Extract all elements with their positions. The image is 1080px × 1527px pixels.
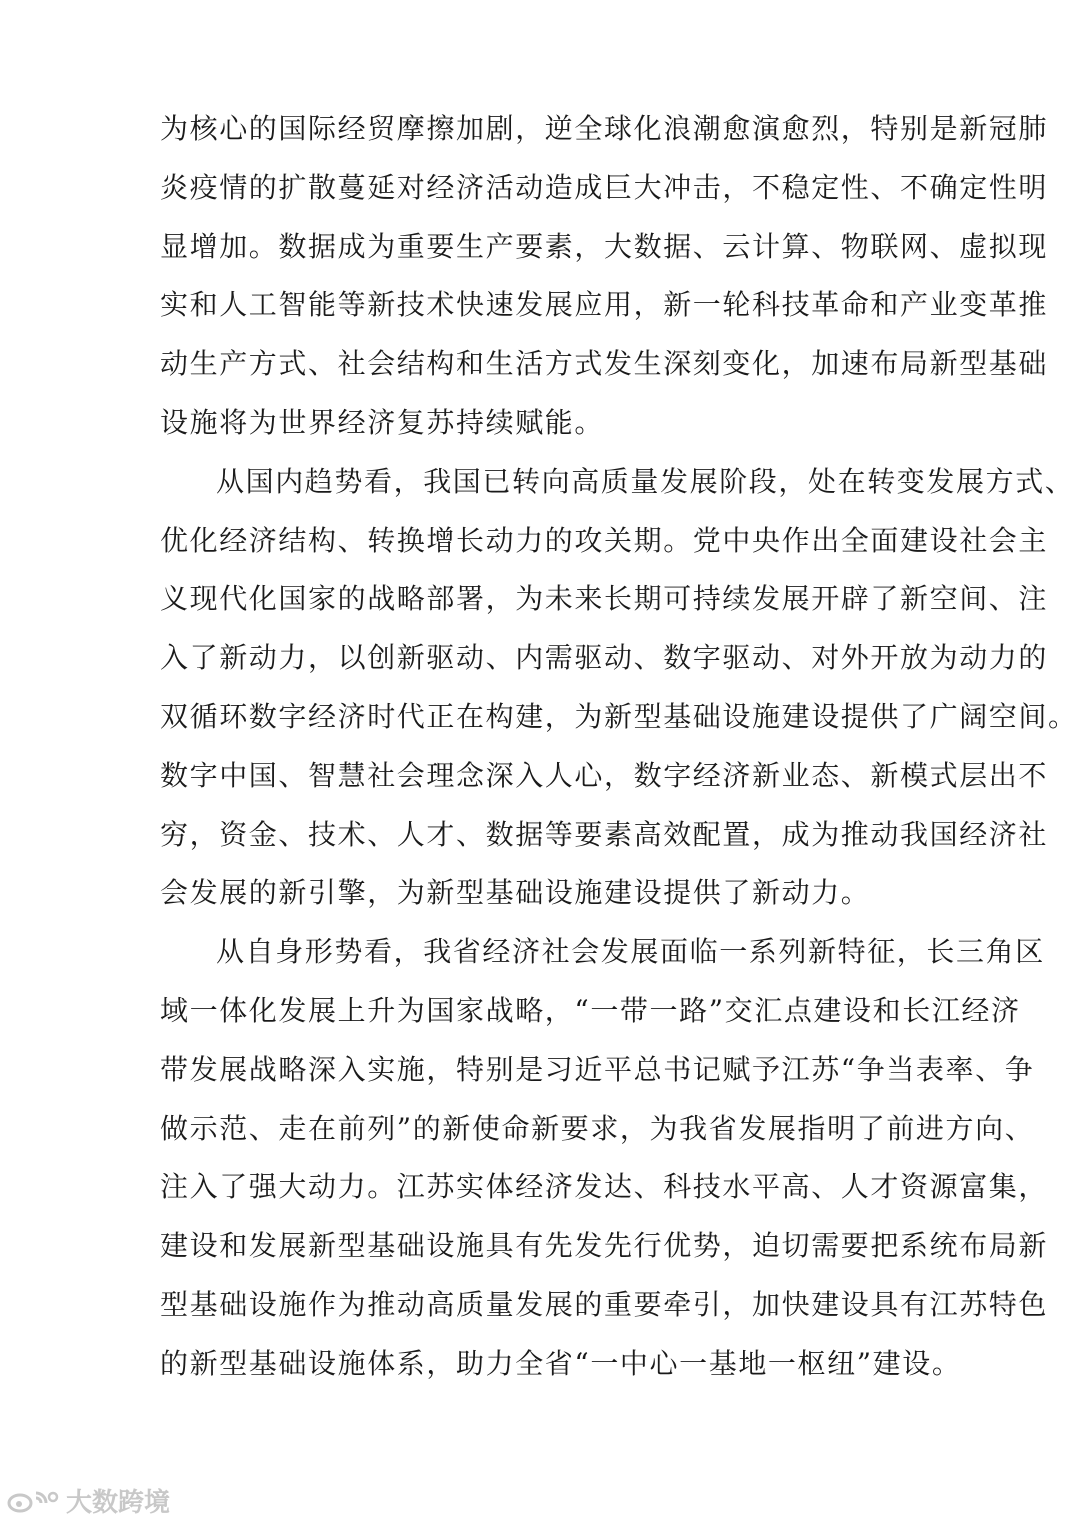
text-line: 建设和发展新型基础设施具有先发先行优势，迫切需要把系统布局新 [160, 1229, 1049, 1263]
text-line: 域一体化发展上升为国家战略，“一带一路”交汇点建设和长江经济 [160, 993, 1021, 1027]
text-line: 为核心的国际经贸摩擦加剧，逆全球化浪潮愈演愈烈，特别是新冠肺 [160, 112, 1049, 145]
text-line: 显增加。数据成为重要生产要素，大数据、云计算、物联网、虚拟现 [160, 229, 1049, 263]
watermark-text: 大数跨境 [66, 1488, 171, 1518]
text-line: 设施将为世界经济复苏持续赋能。 [160, 405, 605, 439]
text-line: 义现代化国家的战略部署，为未来长期可持续发展开辟了新空间、注 [160, 582, 1049, 616]
text-line: 带发展战略深入实施，特别是习近平总书记赋予江苏“争当表率、争 [160, 1052, 1035, 1086]
text-line: 穷，资金、技术、人才、数据等要素高效配置，成为推动我国经济社 [160, 817, 1049, 851]
text-line: 动生产方式、社会结构和生活方式发生深刻变化，加速布局新型基础 [160, 347, 1049, 381]
watermark [6, 1482, 170, 1519]
text-line: 炎疫情的扩散蔓延对经济活动造成巨大冲击，不稳定性、不确定性明 [160, 170, 1049, 204]
text-line: 注入了强大动力。江苏实体经济发达、科技水平高、人才资源富集， [160, 1170, 1049, 1204]
text-line: 数字中国、智慧社会理念深入人心，数字经济新业态、新模式层出不 [160, 758, 1049, 792]
paragraph-start-line: 从自身形势看，我省经济社会发展面临一系列新特征，长三角区 [216, 935, 1045, 969]
paragraph-start-line: 从国内趋势看，我国已转向高质量发展阶段，处在转变发展方式、 [216, 464, 1075, 498]
text-line: 入了新动力，以创新驱动、内需驱动、数字驱动、对外开放为动力的 [160, 641, 1049, 675]
text-line: 型基础设施作为推动高质量发展的重要牵引，加快建设具有江苏特色 [160, 1287, 1049, 1321]
text-line: 做示范、走在前列”的新使命新要求，为我省发展指明了前进方向、 [160, 1111, 1035, 1145]
text-line: 双循环数字经济时代正在构建，为新型基础设施建设提供了广阔空间。 [160, 699, 1078, 733]
document-body [160, 100, 1078, 1394]
text-line: 实和人工智能等新技术快速发展应用，新一轮科技革命和产业变革推 [160, 288, 1049, 322]
text-line: 优化经济结构、转换增长动力的攻关期。党中央作出全面建设社会主 [160, 523, 1049, 557]
text-line: 会发展的新引擎，为新型基础设施建设提供了新动力。 [160, 876, 871, 910]
text-line: 的新型基础设施体系，助力全省“一中心一基地一枢纽”建设。 [160, 1346, 962, 1380]
weibo-logo-icon [6, 1487, 60, 1515]
